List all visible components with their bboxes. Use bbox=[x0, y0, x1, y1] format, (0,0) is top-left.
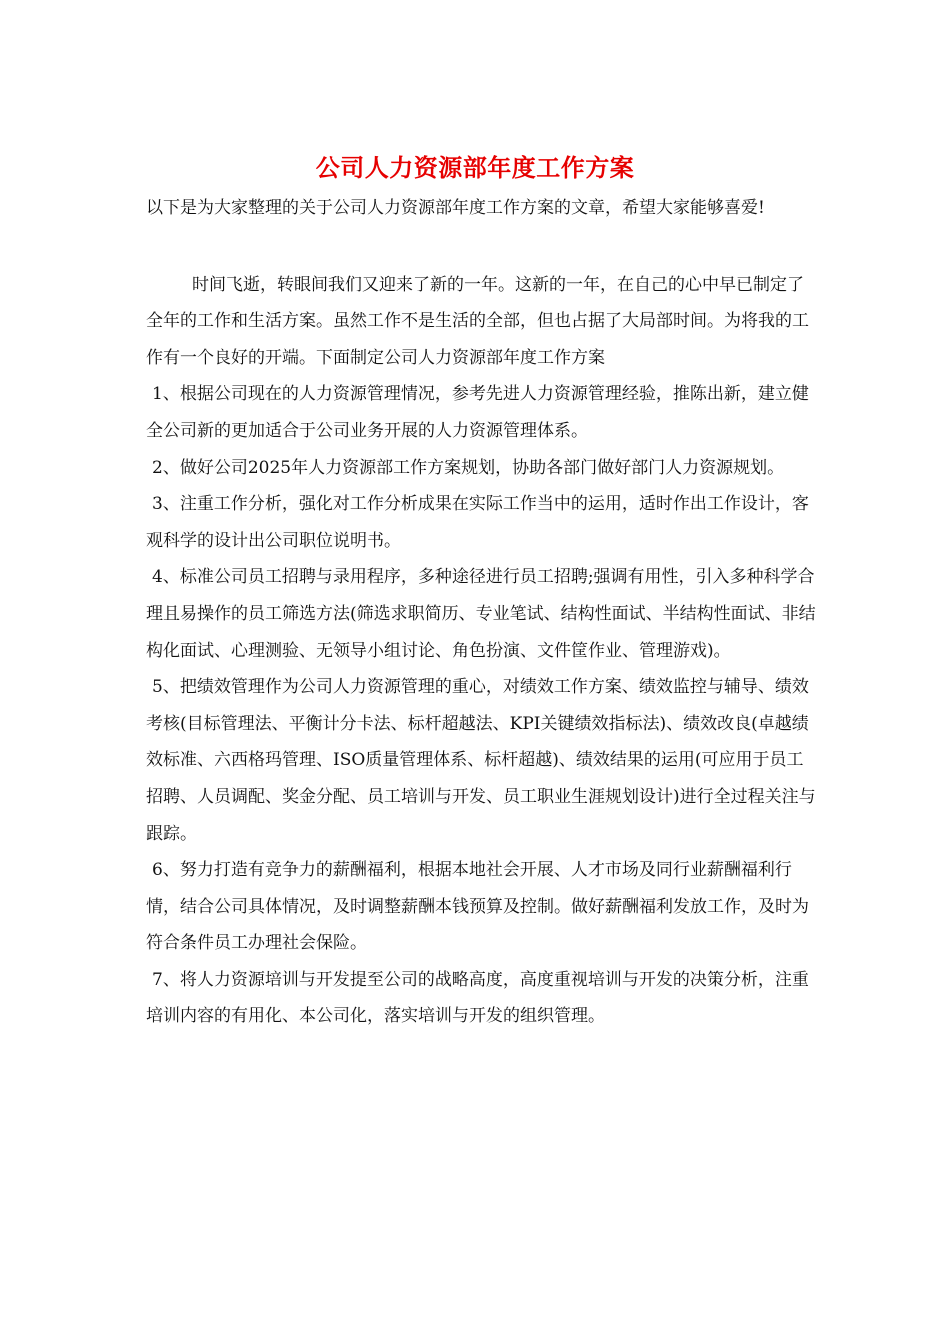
list-item-7: 7、将人力资源培训与开发提至公司的战略高度，高度重视培训与开发的决策分析，注重培训内容的有用化、本公司化，落实培训与开发的组织管理。 bbox=[146, 969, 809, 1027]
list-item-4: 4、标准公司员工招聘与录用程序，多种途径进行员工招聘;强调有用性，引入多种科学合理且易操作的员工筛选方法(筛选求职简历、专业笔试、结构性面试、半结构性面试、非结构化面试、心理测验、无领导小组讨论、角色扮演、文件筐作业、管理游戏)。 bbox=[146, 567, 816, 661]
list-item-1: 1、根据公司现在的人力资源管理情况，参考先进人力资源管理经验，推陈出新，建立健全公司新的更加适合于公司业务开展的人力资源管理体系。 bbox=[146, 384, 809, 441]
document-body bbox=[146, 190, 816, 1035]
list-item-2: 2、做好公司2025年人力资源部工作方案规划，协助各部门做好部门人力资源规划。 bbox=[152, 457, 785, 478]
document-title: 公司人力资源部年度工作方案 bbox=[315, 153, 635, 182]
intro-paragraph: 以下是为大家整理的关于公司人力资源部年度工作方案的文章，希望大家能够喜爱! bbox=[146, 198, 765, 218]
opening-paragraph: 时间飞逝，转眼间我们又迎来了新的一年。这新的一年，在自己的心中早已制定了全年的工作和生活方案。虽然工作不是生活的全部，但也占据了大局部时间。为将我的工作有一个良好的开端。下面制定公司人力资源部年度工作方案 bbox=[146, 274, 809, 368]
list-item-3: 3、注重工作分析，强化对工作分析成果在实际工作当中的运用，适时作出工作设计，客观科学的设计出公司职位说明书。 bbox=[146, 494, 809, 551]
list-item-6: 6、努力打造有竞争力的薪酬福利，根据本地社会开展、人才市场及同行业薪酬福利行情，结合公司具体情况，及时调整薪酬本钱预算及控制。做好薪酬福利发放工作，及时为符合条件员工办理社会保险。 bbox=[146, 860, 809, 954]
list-item-5: 5、把绩效管理作为公司人力资源管理的重心，对绩效工作方案、绩效监控与辅导、绩效考核(目标管理法、平衡计分卡法、标杆超越法、KPI关键绩效指标法)、绩效改良(卓越绩效标准、六西格玛管理、ISO质量管理体系、标杆超越)、绩效结果的运用(可应用于员工招聘、人员调配、奖金分配、员工培训与开发、员工职业生涯规划设计)进行全过程关注与跟踪。 bbox=[146, 677, 816, 844]
